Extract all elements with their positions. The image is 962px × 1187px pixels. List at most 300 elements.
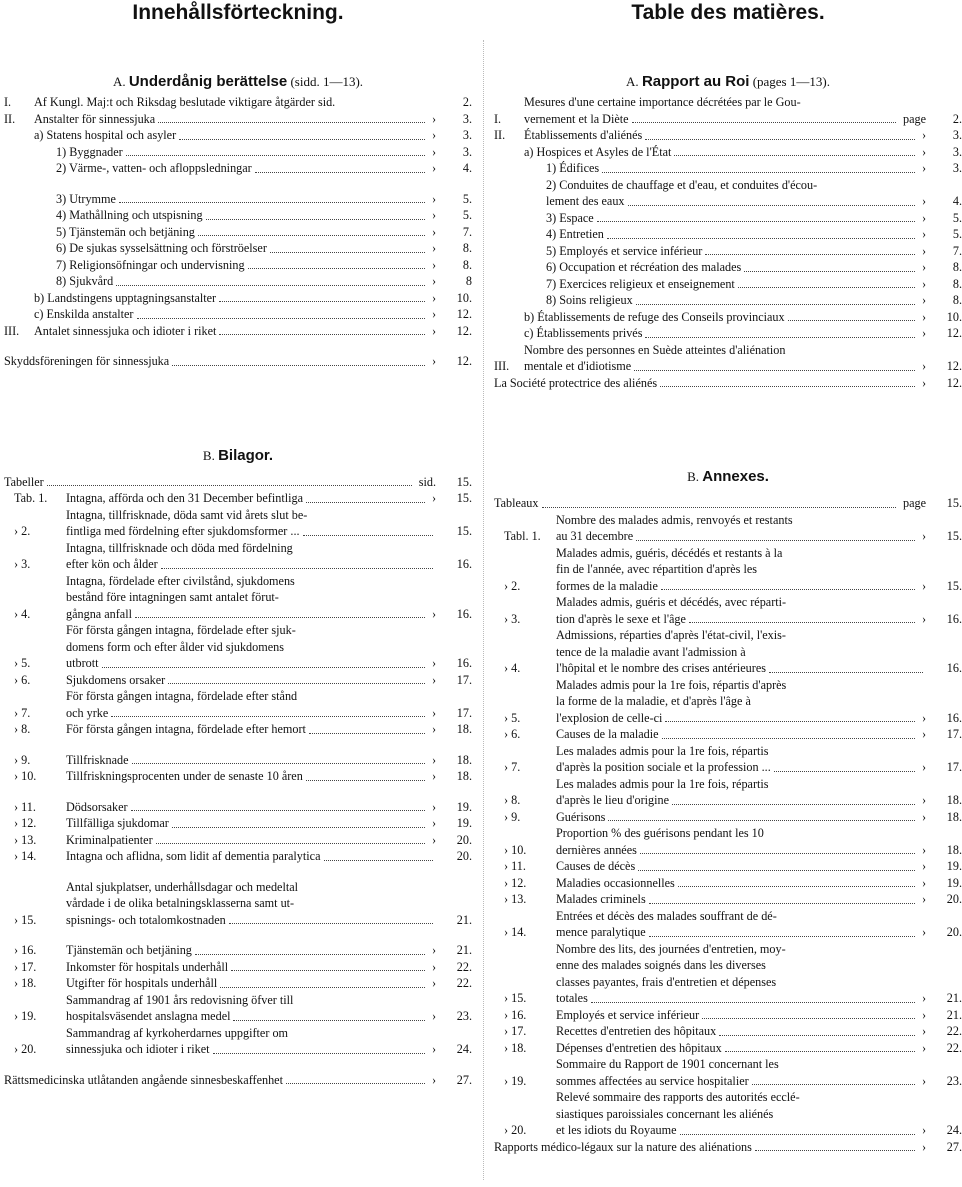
toc-entry-line (34, 323, 436, 340)
toc-entry-text: Relevé sommaire des rapports des autorités ecclé- (556, 1090, 800, 1104)
toc-entry-text: Malades admis, guéris et décédés, avec réparti- (556, 595, 787, 609)
toc-entry[interactable] (4, 815, 472, 832)
toc-entry-line (556, 1089, 926, 1106)
toc-entry-text: Les malades admis pour la 1re fois, répartis (556, 776, 769, 791)
toc-entry-line (524, 325, 926, 342)
toc-mark: › (921, 1073, 926, 1088)
toc-page-number: 12. (946, 326, 962, 340)
toc-entry-number: I. (494, 111, 502, 126)
toc-entry[interactable] (4, 144, 472, 161)
toc-entry-number: Tab. 1. (14, 491, 48, 505)
toc-entry[interactable] (494, 512, 962, 545)
toc-entry-body (66, 721, 436, 738)
leader-dots (231, 970, 425, 971)
leader-dots (638, 870, 915, 871)
toc-entry-text: Établissements d'aliénés (524, 128, 643, 142)
toc-entry-body (4, 353, 436, 370)
leader-dots (229, 923, 433, 924)
toc-entry-number: › 8. (14, 722, 31, 736)
toc-page-number: 23. (456, 1009, 472, 1023)
toc-entry[interactable] (494, 677, 962, 727)
toc-entry[interactable] (4, 540, 472, 573)
leader-dots (632, 122, 896, 123)
toc-entry-text: Guérisons (556, 809, 606, 824)
leader-dots (660, 386, 915, 387)
toc-entry[interactable] (4, 273, 472, 290)
toc-entry-line (66, 879, 436, 896)
toc-entry-body (524, 226, 926, 243)
toc-entry[interactable] (4, 975, 472, 992)
french-column (494, 0, 962, 1155)
toc-entry[interactable] (494, 1040, 962, 1057)
toc-mark: › (921, 611, 926, 626)
toc-mark: › (431, 705, 436, 720)
toc-entry-text: c) Établissements privés (524, 326, 643, 340)
toc-entry[interactable] (494, 325, 962, 342)
toc-entry-line (524, 342, 926, 359)
section-a-suffix: (sidd. 1—13). (290, 74, 364, 89)
toc-entry[interactable] (494, 875, 962, 892)
leader-dots (702, 1018, 915, 1019)
toc-entry[interactable] (494, 127, 962, 144)
toc-page-number: 21. (456, 943, 472, 957)
leader-dots (672, 804, 915, 805)
toc-page-number: 3. (462, 128, 472, 142)
toc-entry-text: 5) Employés et service inférieur (546, 243, 703, 258)
toc-entry[interactable] (494, 309, 962, 326)
toc-page-number: 8. (462, 257, 472, 272)
toc-mark: › (431, 161, 436, 175)
toc-entry[interactable] (4, 160, 472, 177)
toc-entry-body (66, 507, 436, 540)
section-a-heading-french (494, 70, 962, 94)
toc-entry-body (34, 323, 436, 340)
toc-entry-number: › 15. (14, 912, 37, 927)
toc-entry[interactable] (4, 191, 472, 208)
toc-entry[interactable] (4, 752, 472, 769)
toc-entry[interactable] (494, 210, 962, 227)
toc-entry-line (524, 259, 926, 276)
leader-dots (132, 763, 425, 764)
toc-page-number: 17. (946, 727, 962, 741)
toc-entry[interactable] (4, 224, 472, 241)
toc-entry-text: Inkomster för hospitals underhåll (66, 959, 229, 974)
toc-entry-body (34, 240, 436, 257)
toc-entry-number: › 13. (504, 892, 527, 906)
toc-entry-text: Rapports médico-légaux sur la nature des aliénations (494, 1139, 752, 1154)
toc-entry[interactable] (4, 1025, 472, 1058)
toc-entry[interactable] (494, 776, 962, 809)
toc-entry-text: dernières années (556, 842, 637, 857)
section-b-title: Annexes. (702, 468, 769, 485)
toc-entry-line (34, 257, 436, 274)
toc-page-number: 27. (946, 1139, 962, 1154)
section-b-heading-french (494, 465, 962, 495)
toc-entry-number: › 7. (14, 705, 31, 720)
leader-dots (248, 268, 425, 269)
toc-entry-text: hospitalsväsendet anslagna medel (66, 1009, 231, 1023)
toc-entry-line (556, 594, 926, 611)
toc-entry-line (524, 226, 926, 243)
toc-entry[interactable] (494, 825, 962, 858)
toc-entry-text: utbrott (66, 656, 99, 670)
toc-entry[interactable] (4, 1072, 472, 1089)
toc-entry-text: La Société protectrice des aliénés (494, 375, 658, 390)
leader-dots (233, 1020, 424, 1021)
toc-entry-line (556, 644, 926, 661)
toc-entry-line (66, 622, 436, 639)
leader-dots (219, 334, 425, 335)
toc-entry[interactable] (4, 959, 472, 976)
toc-entry[interactable] (4, 94, 472, 111)
toc-entry[interactable] (4, 573, 472, 623)
toc-entry[interactable] (494, 292, 962, 309)
toc-mark: › (921, 359, 926, 373)
toc-entry[interactable] (494, 276, 962, 293)
toc-entry-line (66, 721, 436, 738)
toc-entry-line (34, 306, 436, 323)
leader-dots (645, 337, 914, 338)
toc-entry-line (556, 875, 926, 892)
leader-dots (213, 1053, 425, 1054)
toc-entry-text: För första gången intagna, fördelade efter hemort (66, 722, 306, 736)
leader-dots (755, 1150, 915, 1151)
toc-page-number: 22. (456, 976, 472, 990)
toc-entry-body (556, 726, 926, 743)
toc-entry-body (66, 942, 436, 959)
toc-entry[interactable] (4, 323, 472, 340)
toc-page-number: 10. (456, 290, 472, 305)
toc-entry-line (66, 942, 436, 959)
toc-entry[interactable] (4, 207, 472, 224)
toc-page-number: 15. (946, 578, 962, 593)
toc-mark: sid. (418, 474, 436, 489)
toc-entry-number: › 17. (504, 1024, 527, 1038)
toc-entry-text: 1) Édifices (546, 161, 600, 175)
toc-entry-number: › 14. (14, 849, 37, 863)
toc-entry-line (524, 193, 926, 210)
toc-mark: › (431, 976, 436, 990)
toc-entry-text: Tillfrisknade (66, 752, 129, 767)
leader-dots (131, 810, 425, 811)
toc-entry-line (66, 556, 436, 573)
toc-entry[interactable] (494, 1007, 962, 1024)
toc-entry-text: Intagna, tillfrisknade, döda samt vid årets slut be- (66, 507, 308, 522)
toc-entry[interactable] (4, 290, 472, 307)
toc-entry-line (34, 191, 436, 208)
toc-entry[interactable] (494, 891, 962, 908)
section-b-heading-swedish (4, 444, 472, 474)
toc-entry-body (556, 858, 926, 875)
toc-mark: › (921, 161, 926, 175)
toc-entry[interactable] (4, 490, 472, 507)
toc-entry[interactable] (4, 688, 472, 721)
toc-entry-body (556, 776, 926, 809)
leader-dots (719, 1035, 915, 1036)
toc-page-number: 16. (946, 710, 962, 725)
toc-entry[interactable] (494, 1139, 962, 1156)
toc-entry[interactable] (4, 240, 472, 257)
toc-entry-body (524, 276, 926, 293)
toc-mark: › (431, 241, 436, 255)
toc-entry-text: Entrées et décès des malades souffrant de dé- (556, 908, 777, 923)
toc-mark: › (431, 307, 436, 321)
toc-mark: › (921, 991, 926, 1005)
toc-entry-line (556, 842, 926, 859)
toc-entry-number: › 3. (504, 611, 521, 626)
toc-entry-body (66, 879, 436, 929)
toc-entry-number: I. (4, 95, 12, 109)
toc-entry[interactable] (4, 306, 472, 323)
toc-page-number: 19. (456, 799, 472, 814)
toc-entry-number: › 13. (14, 832, 37, 847)
toc-entry-number: › 4. (14, 606, 31, 621)
toc-entry-body (524, 342, 926, 375)
toc-page-number: 5. (462, 208, 472, 222)
toc-entry-number: › 12. (504, 875, 527, 890)
toc-page-number: 12. (456, 307, 472, 321)
toc-entry[interactable] (4, 257, 472, 274)
toc-entry-body (556, 627, 926, 677)
toc-entry-text: 2) Värme-, vatten- och afloppsledningar (56, 161, 252, 175)
toc-entry[interactable] (4, 879, 472, 929)
toc-entry-line (66, 540, 436, 557)
toc-entry-text: totales (556, 991, 588, 1005)
toc-page-number: 12. (946, 375, 962, 390)
toc-entry-text: spisnings- och totalomkostnaden (66, 912, 226, 927)
toc-entry-body (556, 1040, 926, 1057)
tableaux-row[interactable] (494, 495, 962, 512)
toc-entry[interactable] (494, 177, 962, 210)
toc-entry[interactable] (4, 672, 472, 689)
toc-entry[interactable] (494, 259, 962, 276)
leader-dots (678, 886, 915, 887)
toc-entry-body (34, 257, 436, 274)
toc-entry-body (524, 259, 926, 276)
toc-entry[interactable] (4, 768, 472, 785)
toc-entry-body (66, 540, 436, 573)
toc-entry-number: › 2. (504, 578, 521, 593)
toc-entry-body (524, 144, 926, 161)
toc-entry-number: › 19. (14, 1009, 37, 1023)
row-spacer (4, 928, 472, 942)
toc-entry-text: fintliga med fördelning efter sjukdomsformer ... (66, 524, 300, 538)
toc-entry-line (66, 688, 436, 705)
toc-mark: › (431, 144, 436, 159)
leader-dots (662, 738, 915, 739)
toc-entry-line (556, 858, 926, 875)
toc-entry-body (524, 177, 926, 210)
toc-page-number: 3. (952, 161, 962, 175)
toc-entry-text: Intagna och aflidna, som lidit af dementia paralytica (66, 849, 321, 863)
toc-entry-text: 4) Mathållning och utspisning (56, 208, 203, 222)
toc-entry[interactable] (494, 627, 962, 677)
toc-entry-text: 7) Exercices religieux et enseignement (546, 276, 735, 291)
toc-page-number: 22. (456, 959, 472, 974)
toc-entry[interactable] (4, 832, 472, 849)
toc-page-number: 16. (946, 661, 962, 675)
toc-entry[interactable] (4, 353, 472, 370)
toc-entry[interactable] (494, 594, 962, 627)
toc-entry-line (524, 160, 926, 177)
leader-dots (542, 507, 896, 508)
toc-entry-number: › 11. (504, 859, 526, 873)
toc-entry-line (66, 959, 436, 976)
toc-entry-body (556, 875, 926, 892)
toc-mark: › (431, 769, 436, 783)
tabeller-row[interactable] (4, 474, 472, 491)
toc-entry-body (34, 290, 436, 307)
toc-entry-body (66, 1025, 436, 1058)
toc-page-number: 15. (946, 496, 962, 510)
toc-entry-line (524, 127, 926, 144)
toc-entry-text: Anstalter för sinnessjuka (34, 111, 156, 126)
toc-entry-number: › 9. (14, 752, 31, 767)
toc-entry-text: lement des eaux (546, 194, 625, 208)
toc-entry-body (556, 594, 926, 627)
toc-entry-body (34, 127, 436, 144)
toc-entry-line (66, 912, 436, 929)
toc-entry-line (524, 94, 926, 111)
section-b-prefix: B. (202, 447, 215, 463)
toc-entry-line (524, 144, 926, 161)
toc-page-number: 19. (456, 816, 472, 830)
toc-mark: › (921, 892, 926, 906)
toc-entry-body (556, 1056, 926, 1089)
leader-dots (219, 301, 425, 302)
leader-dots (172, 365, 425, 366)
toc-entry[interactable] (494, 243, 962, 260)
toc-list-a-swedish (4, 94, 472, 370)
toc-page-number: 12. (456, 354, 472, 368)
toc-entry-text: Intagna, tillfrisknade och döda med fördelning (66, 540, 293, 555)
toc-entry[interactable] (4, 992, 472, 1025)
toc-entry-text: Intagna, afförda och den 31 December befintliga (66, 491, 303, 505)
toc-entry[interactable] (494, 858, 962, 875)
toc-entry-line (556, 660, 926, 677)
toc-entry-line (66, 672, 436, 689)
toc-entry[interactable] (494, 726, 962, 743)
toc-entry[interactable] (494, 160, 962, 177)
toc-entry-body (556, 941, 926, 1007)
toc-mark: › (431, 656, 436, 670)
toc-entry-text: bestånd före intagningen samt antalet förut- (66, 590, 279, 604)
leader-dots (674, 155, 915, 156)
toc-page-number: 10. (946, 309, 962, 324)
toc-mark: › (431, 606, 436, 621)
toc-entry[interactable] (4, 622, 472, 672)
section-a-heading-swedish (4, 70, 472, 94)
toc-page-number: 16. (946, 611, 962, 626)
toc-entry-line (66, 490, 436, 507)
toc-entry[interactable] (494, 1023, 962, 1040)
toc-entry-text: Admissions, réparties d'après l'état-civil, l'exis- (556, 628, 786, 642)
toc-entry-body (524, 243, 926, 260)
toc-entry-body (34, 94, 436, 111)
toc-entry[interactable] (494, 1056, 962, 1089)
toc-page-number: 8. (952, 276, 962, 291)
toc-entry-text: Sammandrag af 1901 års redovisning öfver till (66, 992, 294, 1007)
toc-entry[interactable] (494, 226, 962, 243)
toc-entry-text: 5) Tjänstemän och betjäning (56, 224, 195, 239)
toc-mark: › (431, 290, 436, 305)
toc-entry-text: 3) Utrymme (56, 191, 116, 206)
toc-mark: › (431, 208, 436, 222)
toc-entry-text: Antalet sinnessjuka och idioter i riket (34, 323, 217, 338)
toc-entry-number: III. (4, 323, 20, 338)
toc-entry[interactable] (494, 545, 962, 595)
toc-entry[interactable] (4, 507, 472, 540)
toc-entry[interactable] (4, 721, 472, 738)
toc-entry[interactable] (4, 799, 472, 816)
toc-mark: › (431, 722, 436, 736)
toc-page-number: 21. (946, 991, 962, 1005)
toc-entry[interactable] (494, 342, 962, 375)
section-b-title: Bilagor. (218, 446, 274, 464)
toc-entry[interactable] (494, 94, 962, 127)
toc-entry-number: II. (4, 111, 16, 126)
toc-mark: › (431, 491, 436, 505)
toc-entry[interactable] (494, 809, 962, 826)
toc-entry-body (524, 292, 926, 309)
toc-page-number: 22. (946, 1024, 962, 1038)
toc-entry[interactable] (494, 941, 962, 1007)
toc-mark: › (431, 1009, 436, 1023)
leader-dots (738, 287, 915, 288)
toc-entry-line (556, 743, 926, 760)
toc-entry[interactable] (4, 942, 472, 959)
toc-page-number: 8. (462, 241, 472, 255)
toc-entry-number: › 6. (14, 672, 31, 687)
toc-entry-line (556, 1007, 926, 1024)
toc-entry-body (556, 891, 926, 908)
toc-entry-body (556, 809, 926, 826)
toc-entry[interactable] (494, 1089, 962, 1139)
toc-entry[interactable] (494, 743, 962, 776)
leader-dots (126, 155, 425, 156)
toc-entry[interactable] (4, 127, 472, 144)
toc-entry-text: efter kön och ålder (66, 557, 158, 571)
toc-entry-line (524, 210, 926, 227)
toc-entry[interactable] (494, 375, 962, 392)
toc-entry-body (556, 825, 926, 858)
toc-page-number: 8. (952, 260, 962, 274)
toc-page-number: 18. (456, 769, 472, 783)
toc-entry[interactable] (494, 144, 962, 161)
toc-entry-text: Causes de décès (556, 859, 636, 873)
toc-page-number: 20. (946, 892, 962, 906)
toc-entry-body (66, 622, 436, 672)
toc-entry-line (556, 1040, 926, 1057)
toc-entry[interactable] (494, 908, 962, 941)
toc-entry-body (66, 959, 436, 976)
leader-dots (640, 853, 915, 854)
leader-dots (306, 780, 425, 781)
leader-dots (649, 903, 915, 904)
toc-entry-line (556, 710, 926, 727)
toc-entry-text: För första gången intagna, fördelade efter sjuk- (66, 623, 296, 637)
toc-mark: › (921, 1123, 926, 1137)
toc-entry[interactable] (4, 111, 472, 128)
toc-entry-text: Dépenses d'entretien des hôpitaux (556, 1040, 722, 1055)
toc-entry-text: Tillfriskningsprocenten under de senaste 10 åren (66, 769, 303, 783)
toc-entry-text: Intagna, fördelade efter civilstånd, sjukdomens (66, 573, 295, 588)
toc-entry-text: l'explosion de celle-ci (556, 710, 663, 725)
section-a-title: Rapport au Roi (641, 73, 750, 90)
toc-page-number: 16. (456, 606, 472, 621)
toc-entry[interactable] (4, 848, 472, 865)
toc-entry-line (556, 611, 926, 628)
